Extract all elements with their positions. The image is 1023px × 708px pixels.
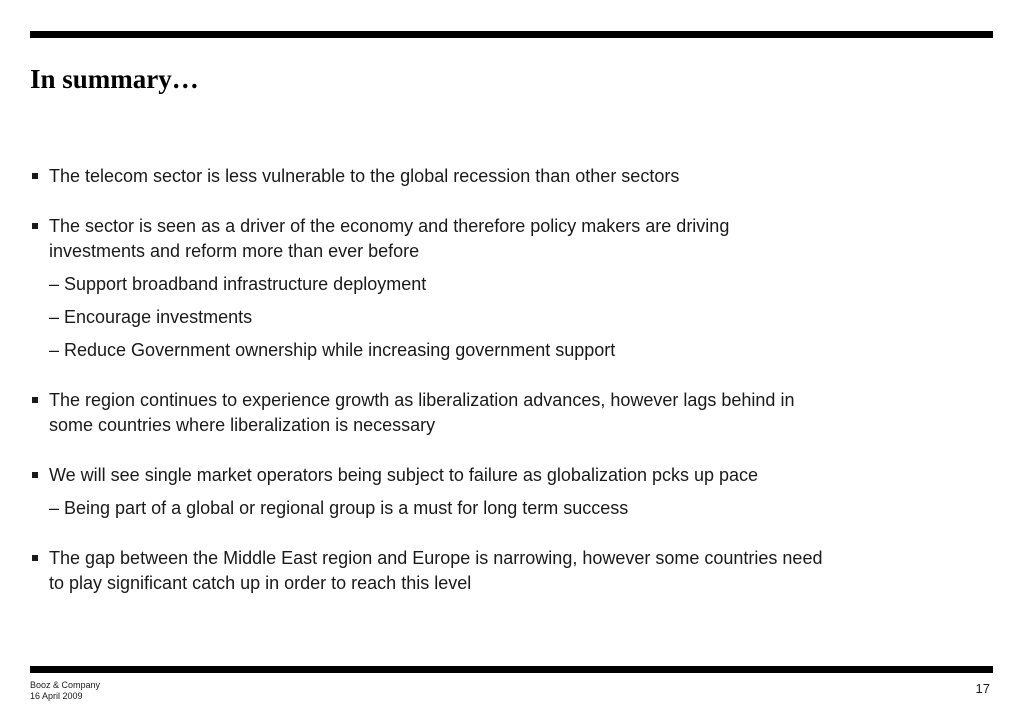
sub-bullet-text: – Support broadband infrastructure deployment: [49, 274, 427, 294]
sub-bullet-text: – Being part of a global or regional group is a must for long term success: [49, 498, 629, 518]
bullet-marker: [32, 555, 38, 561]
slide-title: In summary…: [30, 64, 199, 94]
bullet-text: The gap between the Middle East region and Europe is narrowing, however some countries need: [49, 548, 823, 568]
bullet-text: The region continues to experience growth as liberalization advances, however lags behind in: [49, 390, 795, 410]
bullet-marker: [32, 472, 38, 478]
page-number: 17: [975, 681, 990, 696]
sub-bullet-text: – Reduce Government ownership while increasing government support: [49, 340, 616, 360]
sub-bullet-text: – Encourage investments: [49, 307, 253, 327]
bullet-text: investments and reform more than ever before: [49, 241, 420, 261]
bullet-marker: [32, 173, 38, 179]
bullet-text: to play significant catch up in order to reach this level: [49, 573, 472, 593]
footer-company: Booz & Company: [30, 680, 101, 690]
bullet-text: The sector is seen as a driver of the economy and therefore policy makers are driving: [49, 216, 730, 236]
bullet-marker: [32, 223, 38, 229]
bullet-text: We will see single market operators being subject to failure as globalization pcks up pace: [49, 465, 759, 485]
bullet-marker: [32, 397, 38, 403]
bullet-text: The telecom sector is less vulnerable to the global recession than other sectors: [49, 166, 680, 186]
bullet-text: some countries where liberalization is necessary: [49, 415, 436, 435]
top-rule: [30, 31, 993, 38]
bottom-rule: [30, 666, 993, 673]
footer-date: 16 April 2009: [30, 691, 83, 701]
